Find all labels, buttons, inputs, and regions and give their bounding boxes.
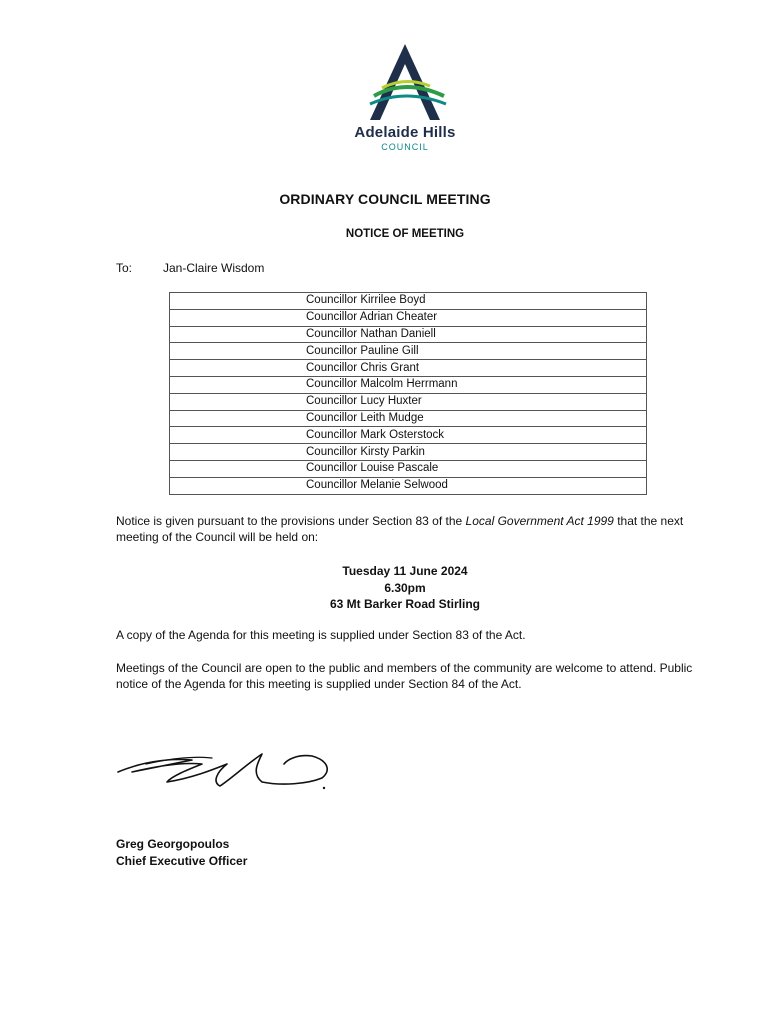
table-row: [170, 393, 647, 410]
page-subtitle: NOTICE OF MEETING: [345, 228, 465, 240]
table-row: [170, 343, 647, 360]
councillor-table: [169, 292, 647, 495]
table-row: [170, 477, 647, 494]
act-name: Local Government Act 1999: [465, 514, 614, 528]
councillor-cell: Councillor Adrian Cheater: [170, 309, 647, 326]
signer-name: Greg Georgopoulos: [116, 837, 230, 851]
public-paragraph: Meetings of the Council are open to the public and members of the community are welcome to attend. Public notice of the Agenda for this meeting is supplied under Section 84 of the Act.: [116, 661, 693, 691]
councillor-cell: Councillor Pauline Gill: [170, 343, 647, 360]
table-row: [170, 376, 647, 393]
table-row: [170, 460, 647, 477]
councillor-cell: Councillor Nathan Daniell: [170, 326, 647, 343]
meeting-location: 63 Mt Barker Road Stirling: [329, 597, 481, 611]
councillor-cell: Councillor Kirsty Parkin: [170, 444, 647, 461]
council-logo: [340, 42, 470, 154]
signer-block: [116, 836, 247, 870]
meeting-date: Tuesday 11 June 2024: [342, 564, 468, 578]
councillor-cell: Councillor Mark Osterstock: [170, 427, 647, 444]
councillor-cell: Councillor Malcolm Herrmann: [170, 376, 647, 393]
table-row: [170, 444, 647, 461]
logo-name: Adelaide Hills: [354, 124, 456, 141]
meeting-time: 6.30pm: [384, 580, 426, 595]
councillor-cell: Councillor Louise Pascale: [170, 460, 647, 477]
page-title: ORDINARY COUNCIL MEETING: [279, 191, 491, 207]
table-row: [170, 427, 647, 444]
councillor-cell: Councillor Chris Grant: [170, 360, 647, 377]
recipient-line: [116, 261, 264, 275]
table-row: [170, 326, 647, 343]
table-row: [170, 410, 647, 427]
notice-paragraph: [116, 513, 696, 545]
notice-text-after: that the next meeting of the Council will be held on:: [116, 514, 684, 544]
council-logo-mark-icon: [360, 42, 450, 124]
recipient-label: To:: [116, 261, 133, 275]
councillor-cell: Councillor Leith Mudge: [170, 410, 647, 427]
councillor-cell: Councillor Kirrilee Boyd: [170, 293, 647, 310]
meeting-details: [0, 563, 770, 613]
notice-text-before: Notice is given pursuant to the provisions under Section 83 of the: [116, 514, 466, 528]
logo-subtitle: COUNCIL: [381, 142, 429, 152]
table-row: [170, 360, 647, 377]
agenda-paragraph: A copy of the Agenda for this meeting is supplied under Section 83 of the Act.: [116, 628, 526, 642]
signature-image: [112, 742, 342, 802]
councillor-cell: Councillor Lucy Huxter: [170, 393, 647, 410]
table-row: [170, 309, 647, 326]
signer-title: Chief Executive Officer: [116, 854, 248, 868]
councillor-cell: Councillor Melanie Selwood: [170, 477, 647, 494]
recipient-name: Jan-Claire Wisdom: [163, 261, 265, 275]
table-row: [170, 293, 647, 310]
